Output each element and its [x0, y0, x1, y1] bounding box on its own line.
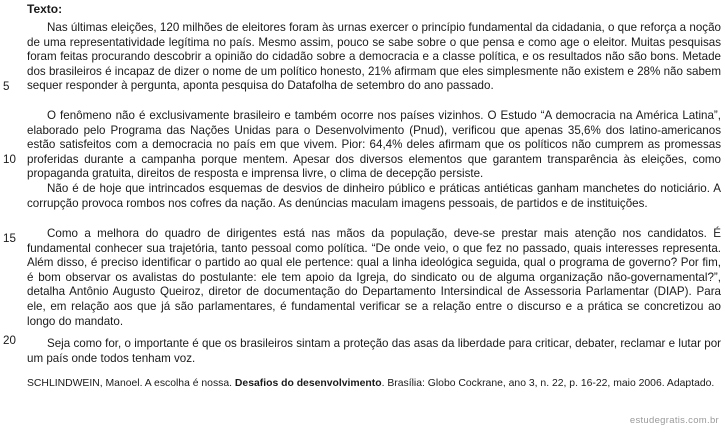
- watermark: estudegratis.com.br: [629, 415, 719, 426]
- source-work: Desafios do desenvolvimento: [234, 378, 382, 389]
- paragraph-1: Nas últimas eleições, 120 milhões de eleitores foram às urnas exercer o princípio fundamental da cidadania, o que reforça a noção de uma representatividade legítima no país. Mesmo assim, pouco se sabe sobre o que pensa e como age o eleitor. Muitas pesquisas foram feitas procurando descobrir a opinião do cidadão sobre a democracia e a classe política, e os resultados não são bons. Metade dos brasileiros é incapaz de dizer o nome de um político honesto, 21% afirmam que eles simplesmente não existem e 28% não sabem sequer responder à pergunta, aponta pesquisa do Datafolha de setembro do ano passado.: [27, 21, 721, 93]
- line-number-10: 10: [3, 153, 16, 166]
- paragraph-3: Não é de hoje que intrincados esquemas de desvios de dinheiro público e práticas antiéticas ganham manchetes do noticiário. A corrupção provoca rombos nos cofres da nação. As denúncias maculam imagens pessoais, de partidos e de instituições.: [27, 182, 721, 210]
- source-author: SCHLINDWEIN, Manoel. A escolha é nossa.: [27, 378, 233, 389]
- line-number-15: 15: [3, 232, 16, 245]
- paragraph-4: Como a melhora do quadro de dirigentes está nas mãos da população, deve-se prestar mais atenção nos candidatos. É fundamental conhecer sua trajetória, tanto pessoal como política. “De onde veio, o que fez no passado, quais interesses representa. Além disso, é preciso identificar o partido ao qual ele pertence: qual a linha ideológica seguida, qual o programa de governo? Por fim, é bom observar os avalistas do postulante: ele tem apoio da Igreja, do sindicato ou de alguma organização não-governamental?”, detalha Antônio Augusto Queiroz, diretor de documentação do Departamento Intersindical de Assessoria Parlamentar (DIAP). Para ele, em relação aos que já são parlamentares, é fundamental verificar se a relação entre o discurso e a prática se concretizou ao longo do mandato.: [27, 227, 721, 328]
- line-number-5: 5: [3, 80, 10, 93]
- line-number-20: 20: [3, 334, 16, 347]
- paragraph-5: Seja como for, o importante é que os brasileiros sintam a proteção das asas da liberdade para criticar, debater, reclamar e lutar por um país onde todos tenham voz.: [27, 337, 721, 365]
- paragraph-2: O fenômeno não é exclusivamente brasileiro e também ocorre nos países vizinhos. O Estudo “A democracia na América Latina”, elaborado pelo Programa das Nações Unidas para o Desenvolvimento (Pnud), verificou que apenas 35,6% dos latino-americanos estão satisfeitos com a democracia no país em que vivem. Pior: 64,4% deles afirmam que os políticos não cumprem as promessas proferidas durante a campanha porque mentem. Apesar dos diversos elementos que garantem transparência às eleições, como propaganda gratuita, direitos de resposta e imprensa livre, o clima de decepção persiste.: [27, 109, 721, 181]
- source-citation: [27, 377, 721, 391]
- source-details: . Brasília: Globo Cockrane, ano 3, n. 22, p. 16-22, maio 2006. Adaptado.: [381, 378, 715, 389]
- text-heading: Texto:: [27, 2, 63, 16]
